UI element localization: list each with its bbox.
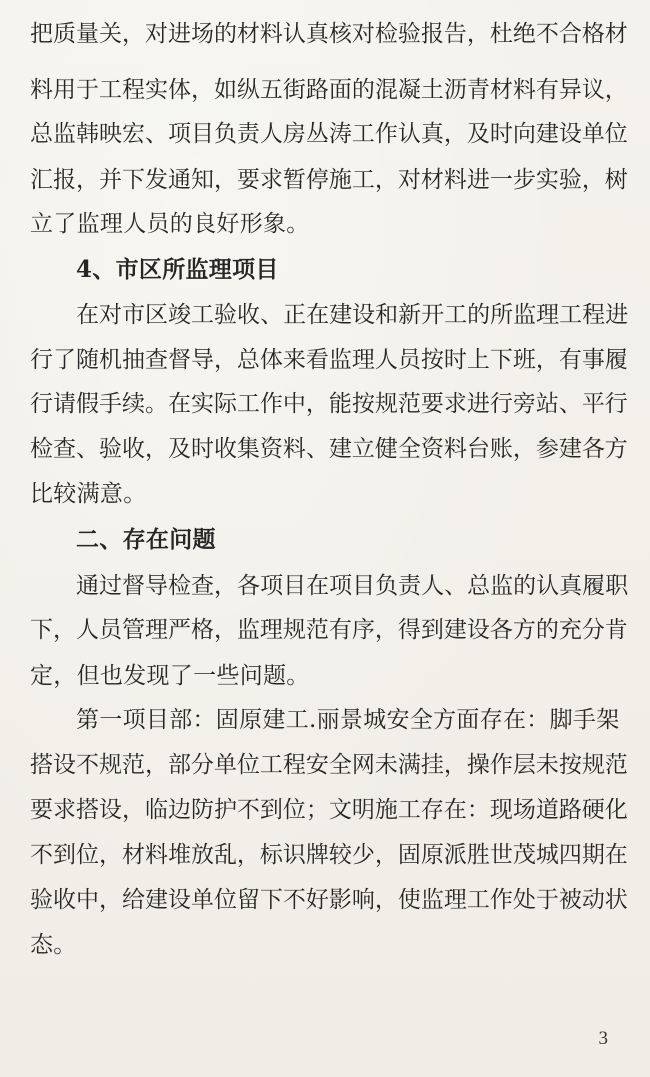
section-heading: 4、市区所监理项目 bbox=[76, 256, 279, 283]
body-text-line: 通过督导检查，各项目在项目负责人、总监的认真履职 bbox=[76, 573, 629, 599]
body-text-line: 检查、验收，及时收集资料、建立健全资料台账，参建各方 bbox=[30, 436, 628, 462]
body-text-line: 比较满意。 bbox=[30, 481, 147, 507]
section-heading: 二、存在问题 bbox=[76, 526, 216, 553]
body-text-line: 搭设不规范，部分单位工程安全网未满挂，操作层未按规范 bbox=[30, 752, 628, 778]
body-text-line: 汇报，并下发通知，要求暂停施工，对材料进一步实验，树 bbox=[30, 167, 628, 193]
body-text-line: 行了随机抽查督导，总体来看监理人员按时上下班，有事履 bbox=[30, 347, 628, 373]
body-text-line: 行请假手续。在实际工作中，能按规范要求进行旁站、平行 bbox=[30, 391, 628, 417]
body-text-line: 把质量关，对进场的材料认真核对检验报告，杜绝不合格材 bbox=[30, 21, 628, 47]
body-text-line: 验收中，给建设单位留下不好影响，使监理工作处于被动状 bbox=[30, 887, 628, 913]
body-text-line: 要求搭设，临边防护不到位；文明施工存在：现场道路硬化 bbox=[30, 797, 628, 823]
page-number: 3 bbox=[598, 1028, 608, 1049]
body-text-line: 第一项目部：固原建工.丽景城安全方面存在：脚手架 bbox=[76, 707, 620, 733]
body-text-line: 不到位，材料堆放乱，标识牌较少，固原派胜世茂城四期在 bbox=[30, 842, 628, 868]
body-text-line: 立了监理人员的良好形象。 bbox=[30, 211, 310, 237]
body-text-line: 下，人员管理严格，监理规范有序，得到建设各方的充分肯 bbox=[30, 617, 628, 643]
body-text-line: 总监韩映宏、项目负责人房丛涛工作认真，及时向建设单位 bbox=[30, 121, 628, 147]
body-text-line: 在对市区竣工验收、正在建设和新开工的所监理工程进 bbox=[76, 302, 629, 328]
body-text-line: 定，但也发现了一些问题。 bbox=[30, 663, 310, 689]
body-text-line: 料用于工程实体，如纵五街路面的混凝土沥青材料有异议， bbox=[30, 77, 628, 103]
body-text-line: 态。 bbox=[30, 932, 77, 958]
